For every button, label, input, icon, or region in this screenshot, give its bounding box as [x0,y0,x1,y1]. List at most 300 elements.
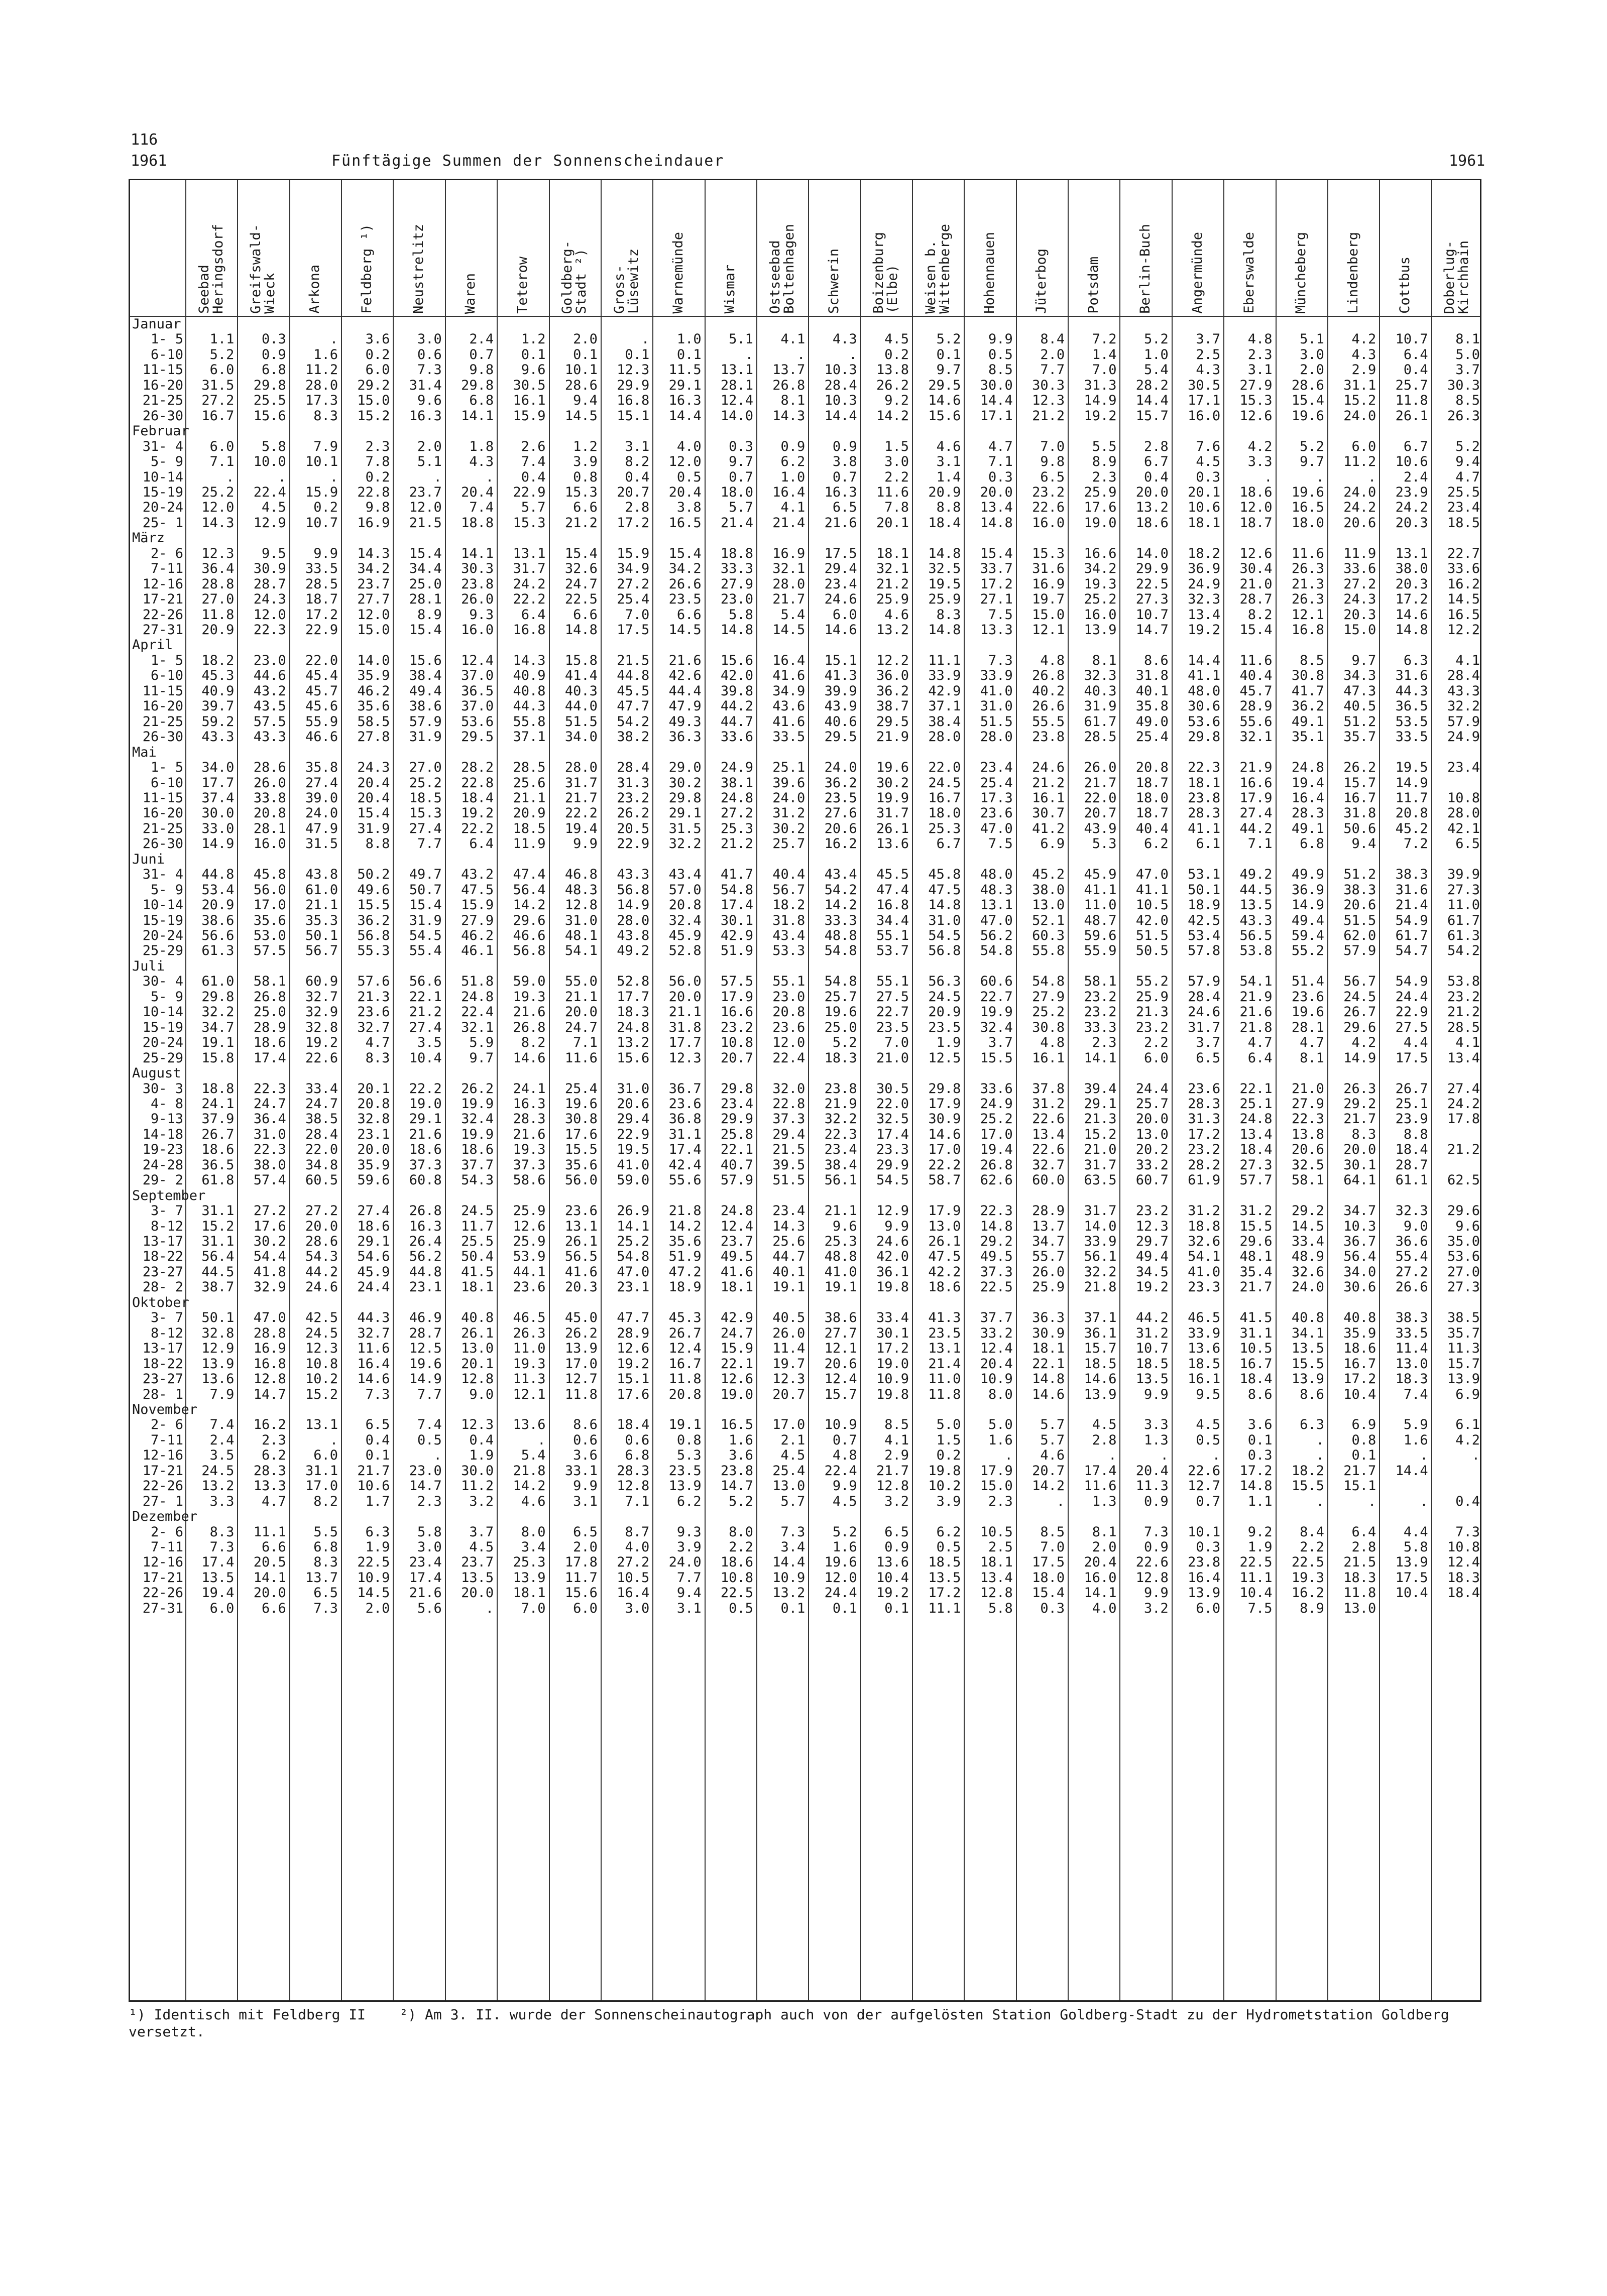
table-cell: 9.4 [1351,836,1376,852]
table-cell: 27.1 [980,591,1013,608]
table-cell: 29.8 [720,1080,753,1097]
table-cell: 15.5 [357,897,390,913]
table-cell: 3.6 [1247,1417,1273,1433]
table-cell: 30.8 [564,1111,598,1127]
table-cell: 61.3 [201,943,235,959]
table-cell: 38.4 [928,713,961,730]
table-cell: 44.6 [253,668,286,684]
table-cell: 49.1 [1291,713,1324,730]
table-cell: 21.2 [1447,1142,1480,1158]
table-cell: 15.5 [1291,1478,1324,1494]
table-cell: 41.6 [772,668,806,684]
table-cell: 50.2 [357,867,390,883]
table-cell: 31.1 [305,1463,338,1479]
table-cell: 53.4 [201,882,235,898]
table-cell: . [329,469,338,485]
period-label: 3- 7 [150,1203,183,1219]
table-cell: 13.6 [876,1554,909,1570]
table-cell: 33.4 [1291,1234,1324,1249]
table-cell: 16.2 [253,1417,286,1433]
table-cell: 4.2 [1351,331,1376,347]
table-cell: 41.1 [1188,668,1221,684]
table-cell: 47.7 [617,698,650,714]
table-cell: 24.0 [1343,408,1376,424]
table-cell: 12.4 [668,1341,702,1357]
table-cell: 13.0 [772,1478,806,1494]
table-cell: 39.4 [1084,1080,1117,1097]
table-cell: 32.9 [253,1279,286,1295]
table-cell: 23.2 [1447,989,1480,1005]
table-cell: 1.0 [780,469,806,485]
table-cell: 41.1 [1084,882,1117,898]
table-cell: 15.9 [461,897,494,913]
table-cell: 28.9 [1032,1203,1065,1219]
table-cell: 16.1 [1032,1050,1065,1066]
table-cell: 31.2 [1032,1096,1065,1112]
table-cell: 32.1 [772,561,806,577]
table-cell: 19.0 [409,1096,442,1112]
table-cell: 48.8 [824,928,857,943]
table-cell: 36.4 [253,1111,286,1127]
table-cell: 54.1 [1239,974,1273,990]
table-cell: 47.4 [513,867,546,883]
table-cell: 5.2 [1300,438,1324,454]
table-cell: 38.2 [617,729,650,745]
table-cell: 54.9 [1395,974,1428,990]
period-label: 11-15 [142,362,183,378]
period-label: 11-15 [142,790,183,806]
table-cell: 30.9 [1032,1325,1065,1341]
table-cell: 55.3 [357,943,390,959]
table-cell: 11.2 [1343,454,1376,470]
table-cell: 19.6 [1291,484,1324,500]
table-cell: 57.5 [720,974,753,990]
table-cell: . [1056,1493,1065,1509]
station-name: Arkona [307,265,323,314]
table-cell: 9.8 [1040,454,1065,470]
table-cell: 56.1 [1084,1249,1117,1265]
table-cell: 18.1 [513,1585,546,1601]
table-cell: 46.9 [409,1310,442,1326]
table-cell: . [1264,469,1273,485]
table-cell: 19.9 [876,790,909,806]
table-cell: 6.2 [936,1524,961,1540]
table-cell: 30.8 [1032,1019,1065,1035]
table-cell: 5.7 [1040,1432,1065,1448]
table-cell: 26.0 [1032,1264,1065,1280]
table-cell: 53.9 [513,1249,546,1265]
table-cell: 22.3 [253,1080,286,1097]
table-cell: 27.4 [305,775,338,791]
table-cell: 23.2 [617,790,650,806]
table-cell: 15.4 [409,622,442,638]
table-cell: 35.9 [357,668,390,684]
table-cell: 11.0 [928,1371,961,1387]
table-cell: 47.4 [876,882,909,898]
table-cell: 34.2 [1084,561,1117,577]
table-cell: 41.6 [772,713,806,730]
table-cell: 41.1 [1188,820,1221,836]
table-cell: 14.5 [564,408,598,424]
table-cell: 51.5 [1343,912,1376,928]
table-cell: 19.3 [1084,576,1117,592]
table-cell: 15.6 [409,652,442,668]
table-cell: 4.7 [1300,1035,1324,1051]
station-header [601,183,652,314]
table-cell: 5.8 [729,607,753,623]
station-name: Hohennauen [982,232,998,314]
table-cell: 1.8 [469,438,494,454]
table-cell: 11.8 [1343,1585,1376,1601]
table-cell: 14.2 [513,1478,546,1494]
table-cell: 14.0 [720,408,753,424]
table-cell: 36.1 [876,1264,909,1280]
table-cell: 12.2 [1447,622,1480,638]
table-cell: 0.1 [365,1447,390,1464]
table-cell: 0.9 [780,438,806,454]
table-cell: 24.8 [1239,1111,1273,1127]
table-cell: 21.2 [720,836,753,852]
table-cell: 4.7 [1247,1035,1273,1051]
table-cell: 11.8 [201,607,235,623]
table-cell: 3.6 [729,1447,753,1464]
table-cell: 6.4 [469,836,494,852]
table-cell: 54.4 [253,1249,286,1265]
table-cell: 46.1 [461,943,494,959]
table-cell: 5.2 [209,346,235,362]
table-cell: 30.2 [772,820,806,836]
table-cell: 11.1 [928,652,961,668]
table-cell: 49.2 [617,943,650,959]
table-cell: 33.4 [305,1080,338,1097]
table-cell: 16.9 [253,1341,286,1357]
table-cell: 47.0 [617,1264,650,1280]
table-cell: 29.8 [201,989,235,1005]
table-cell: 0.2 [313,500,338,516]
table-cell: 15.3 [409,805,442,821]
table-cell: 45.5 [617,683,650,699]
table-cell: 19.7 [1032,591,1065,608]
table-cell: 8.3 [365,1050,390,1066]
table-cell: 9.8 [365,500,390,516]
table-cell: 29.9 [720,1111,753,1127]
table-cell: 0.5 [729,1600,753,1616]
table-cell: 25.7 [1395,377,1428,393]
table-cell: 52.8 [668,943,702,959]
table-cell: 1.6 [988,1432,1013,1448]
table-cell: 42.2 [928,1264,961,1280]
table-cell: 33.5 [772,729,806,745]
table-cell: 0.1 [884,1600,909,1616]
table-cell: 13.9 [201,1356,235,1372]
table-cell: 12.0 [824,1569,857,1586]
table-cell: 0.5 [936,1539,961,1555]
table-cell: 47.0 [253,1310,286,1326]
table-cell: 27.0 [1447,1264,1480,1280]
table-cell: 57.9 [1188,974,1221,990]
period-label: 26-30 [142,408,183,424]
period-label: 17-21 [142,1569,183,1586]
table-cell: 0.7 [469,346,494,362]
station-name: Cottbus [1397,257,1413,314]
table-cell: 1.9 [936,1035,961,1051]
table-cell: 24.7 [564,576,598,592]
table-cell: 19.5 [928,576,961,592]
table-cell: 32.2 [668,836,702,852]
table-cell: 31.8 [668,1019,702,1035]
table-cell: 7.7 [417,1386,442,1402]
table-cell: 10.7 [1135,1341,1169,1357]
table-cell: 15.7 [1135,408,1169,424]
table-cell: 24.0 [668,1554,702,1570]
table-cell: 13.0 [1032,897,1065,913]
table-cell: 22.9 [513,484,546,500]
table-cell: 17.5 [1032,1554,1065,1570]
table-cell: 26.8 [1032,668,1065,684]
table-cell: 21.9 [1239,760,1273,776]
period-label: 29- 2 [142,1172,183,1188]
table-cell: 28.4 [1447,668,1480,684]
table-cell: 40.8 [1343,1310,1376,1326]
table-cell: 6.2 [676,1493,702,1509]
table-cell: 7.1 [209,454,235,470]
table-cell: 33.9 [1084,1234,1117,1249]
table-cell: 21.2 [1032,775,1065,791]
table-cell: 12.3 [772,1371,806,1387]
table-cell: . [1212,1447,1221,1464]
table-cell: 25.5 [1447,484,1480,500]
table-cell: 44.0 [564,698,598,714]
table-cell: 14.9 [1291,897,1324,913]
table-cell: 14.8 [1239,1478,1273,1494]
table-cell: 42.9 [720,928,753,943]
table-cell: 32.3 [1084,668,1117,684]
table-cell: 36.8 [668,1111,702,1127]
station-header [912,183,964,314]
table-cell: 23.1 [409,1279,442,1295]
table-cell: 19.6 [1291,1004,1324,1020]
table-cell: . [1368,1493,1376,1509]
table-cell: 14.9 [617,897,650,913]
table-cell: 45.9 [1084,867,1117,883]
table-cell: 33.6 [1343,561,1376,577]
table-cell: 40.8 [513,683,546,699]
table-cell: 24.2 [1447,1096,1480,1112]
table-cell: 33.3 [1084,1019,1117,1035]
table-cell: 16.7 [201,408,235,424]
table-cell: 10.8 [1447,1539,1480,1555]
table-cell: 19.6 [824,1004,857,1020]
table-cell: 31.0 [564,912,598,928]
table-cell: 16.1 [513,393,546,409]
table-cell: 18.4 [1239,1142,1273,1158]
period-label: 25-29 [142,1050,183,1066]
period-label: 10-14 [142,469,183,485]
table-cell: 3.6 [573,1447,598,1464]
table-cell: 41.7 [720,867,753,883]
table-cell: 23.8 [461,576,494,592]
table-cell: 27.2 [617,576,650,592]
table-cell: 56.8 [928,943,961,959]
table-cell: 6.0 [832,607,857,623]
table-cell: 20.1 [461,1356,494,1372]
table-cell: 13.9 [1084,622,1117,638]
table-cell: 48.8 [824,1249,857,1265]
period-label: 7-11 [150,1539,183,1555]
table-cell: 27.9 [1291,1096,1324,1112]
table-cell: 31.0 [253,1126,286,1142]
table-cell: 19.8 [876,1386,909,1402]
table-cell: 0.9 [1144,1493,1169,1509]
table-cell: 15.6 [928,408,961,424]
table-cell: 29.9 [617,377,650,393]
table-cell: 42.6 [668,668,702,684]
table-cell: 4.4 [1403,1524,1428,1540]
table-cell: 20.8 [1395,805,1428,821]
table-cell: 19.5 [617,1142,650,1158]
table-cell: 21.5 [1343,1554,1376,1570]
table-cell: 21.9 [824,1096,857,1112]
table-cell: 14.8 [720,622,753,638]
period-label: 6-10 [150,346,183,362]
table-cell: 22.1 [720,1142,753,1158]
table-cell: 14.7 [720,1478,753,1494]
table-cell: 20.6 [1343,515,1376,531]
table-cell: 35.9 [1343,1325,1376,1341]
table-cell: 27.7 [357,591,390,608]
table-cell: 34.0 [564,729,598,745]
table-cell: 11.3 [1447,1341,1480,1357]
table-cell: 16.8 [1291,622,1324,638]
table-cell: 7.0 [1040,1539,1065,1555]
table-cell: 19.7 [772,1356,806,1372]
table-cell: 26.2 [1343,760,1376,776]
table-cell: 5.7 [521,500,546,516]
table-cell: 29.6 [1447,1203,1480,1219]
table-cell: 64.1 [1343,1172,1376,1188]
table-cell: 61.7 [1447,912,1480,928]
table-cell: 17.8 [564,1554,598,1570]
table-cell: 11.3 [513,1371,546,1387]
table-cell: 7.4 [417,1417,442,1433]
header-divider [130,316,1480,317]
table-cell: 10.5 [980,1524,1013,1540]
table-cell: 13.5 [1135,1371,1169,1387]
table-cell: 36.9 [1188,561,1221,577]
table-cell: 44.1 [513,1264,546,1280]
table-cell: 12.9 [876,1203,909,1219]
station-name: Jüterbog [1034,248,1050,314]
table-cell: 55.0 [564,974,598,990]
table-cell: 7.3 [417,362,442,378]
table-cell: 3.0 [417,1539,442,1555]
table-cell: 7.3 [988,652,1013,668]
table-cell: 19.2 [1188,622,1221,638]
table-cell: 6.5 [573,1524,598,1540]
table-cell: 12.8 [1135,1569,1169,1586]
table-cell: 24.3 [253,591,286,608]
table-cell: 49.3 [668,713,702,730]
table-cell: 10.5 [1135,897,1169,913]
table-cell: 12.4 [461,652,494,668]
table-cell: 4.0 [1092,1600,1117,1616]
table-cell: 4.8 [1247,331,1273,347]
table-cell: 10.9 [980,1371,1013,1387]
table-cell: 45.3 [668,1310,702,1326]
table-cell: 24.3 [1343,591,1376,608]
table-cell: 33.0 [201,820,235,836]
table-cell: 41.5 [461,1264,494,1280]
table-cell: 31.5 [668,820,702,836]
table-cell: 18.3 [1395,1371,1428,1387]
table-cell: 24.0 [824,760,857,776]
table-cell: 8.1 [1092,652,1117,668]
table-cell: 2.0 [573,331,598,347]
table-cell: 15.7 [824,1386,857,1402]
table-cell: 31.7 [1084,1203,1117,1219]
table-cell: 5.4 [1144,362,1169,378]
table-cell: 8.1 [1455,331,1480,347]
table-cell: 20.8 [772,1004,806,1020]
table-cell: 12.4 [1447,1554,1480,1570]
table-cell: 49.5 [980,1249,1013,1265]
table-cell: 8.1 [1300,1050,1324,1066]
table-cell: 9.0 [469,1386,494,1402]
table-cell: 20.8 [668,897,702,913]
table-cell: 32.3 [1395,1203,1428,1219]
table-cell: 40.5 [1343,698,1376,714]
table-cell: 36.2 [876,683,909,699]
table-cell: . [1004,1447,1013,1464]
table-cell: 50.6 [1343,820,1376,836]
table-cell: 14.5 [357,1585,390,1601]
table-cell: 25.3 [720,820,753,836]
table-cell: 54.7 [1395,943,1428,959]
table-cell: 33.9 [928,668,961,684]
table-cell: . [1368,469,1376,485]
table-cell: 11.8 [928,1386,961,1402]
station-name: Schwerin [826,248,842,314]
table-cell: 33.8 [253,790,286,806]
table-cell: 18.9 [668,1279,702,1295]
table-cell: 8.9 [1300,1600,1324,1616]
table-cell: 16.6 [1084,545,1117,561]
table-cell: 24.9 [1447,729,1480,745]
table-cell: 16.3 [409,1218,442,1234]
table-cell: 25.5 [461,1234,494,1249]
table-cell: 13.9 [1188,1585,1221,1601]
table-cell: 32.3 [1188,591,1221,608]
table-cell: 36.2 [824,775,857,791]
table-cell: 53.3 [772,943,806,959]
table-cell: 7.4 [521,454,546,470]
table-cell: 27.4 [409,1019,442,1035]
table-cell: 19.1 [772,1279,806,1295]
table-cell: 2.4 [209,1432,235,1448]
period-label: 4- 8 [150,1096,183,1112]
table-cell: 44.8 [409,1264,442,1280]
table-cell: 15.1 [1343,1478,1376,1494]
table-cell: 53.6 [1188,713,1221,730]
table-cell: 37.0 [461,698,494,714]
table-cell: 11.3 [1135,1478,1169,1494]
period-label: 18-22 [142,1356,183,1372]
table-cell: 31.1 [668,1126,702,1142]
table-cell: 26.8 [772,377,806,393]
table-cell: 13.1 [928,1341,961,1357]
table-cell: 20.9 [201,897,235,913]
table-cell: 38.0 [253,1157,286,1173]
